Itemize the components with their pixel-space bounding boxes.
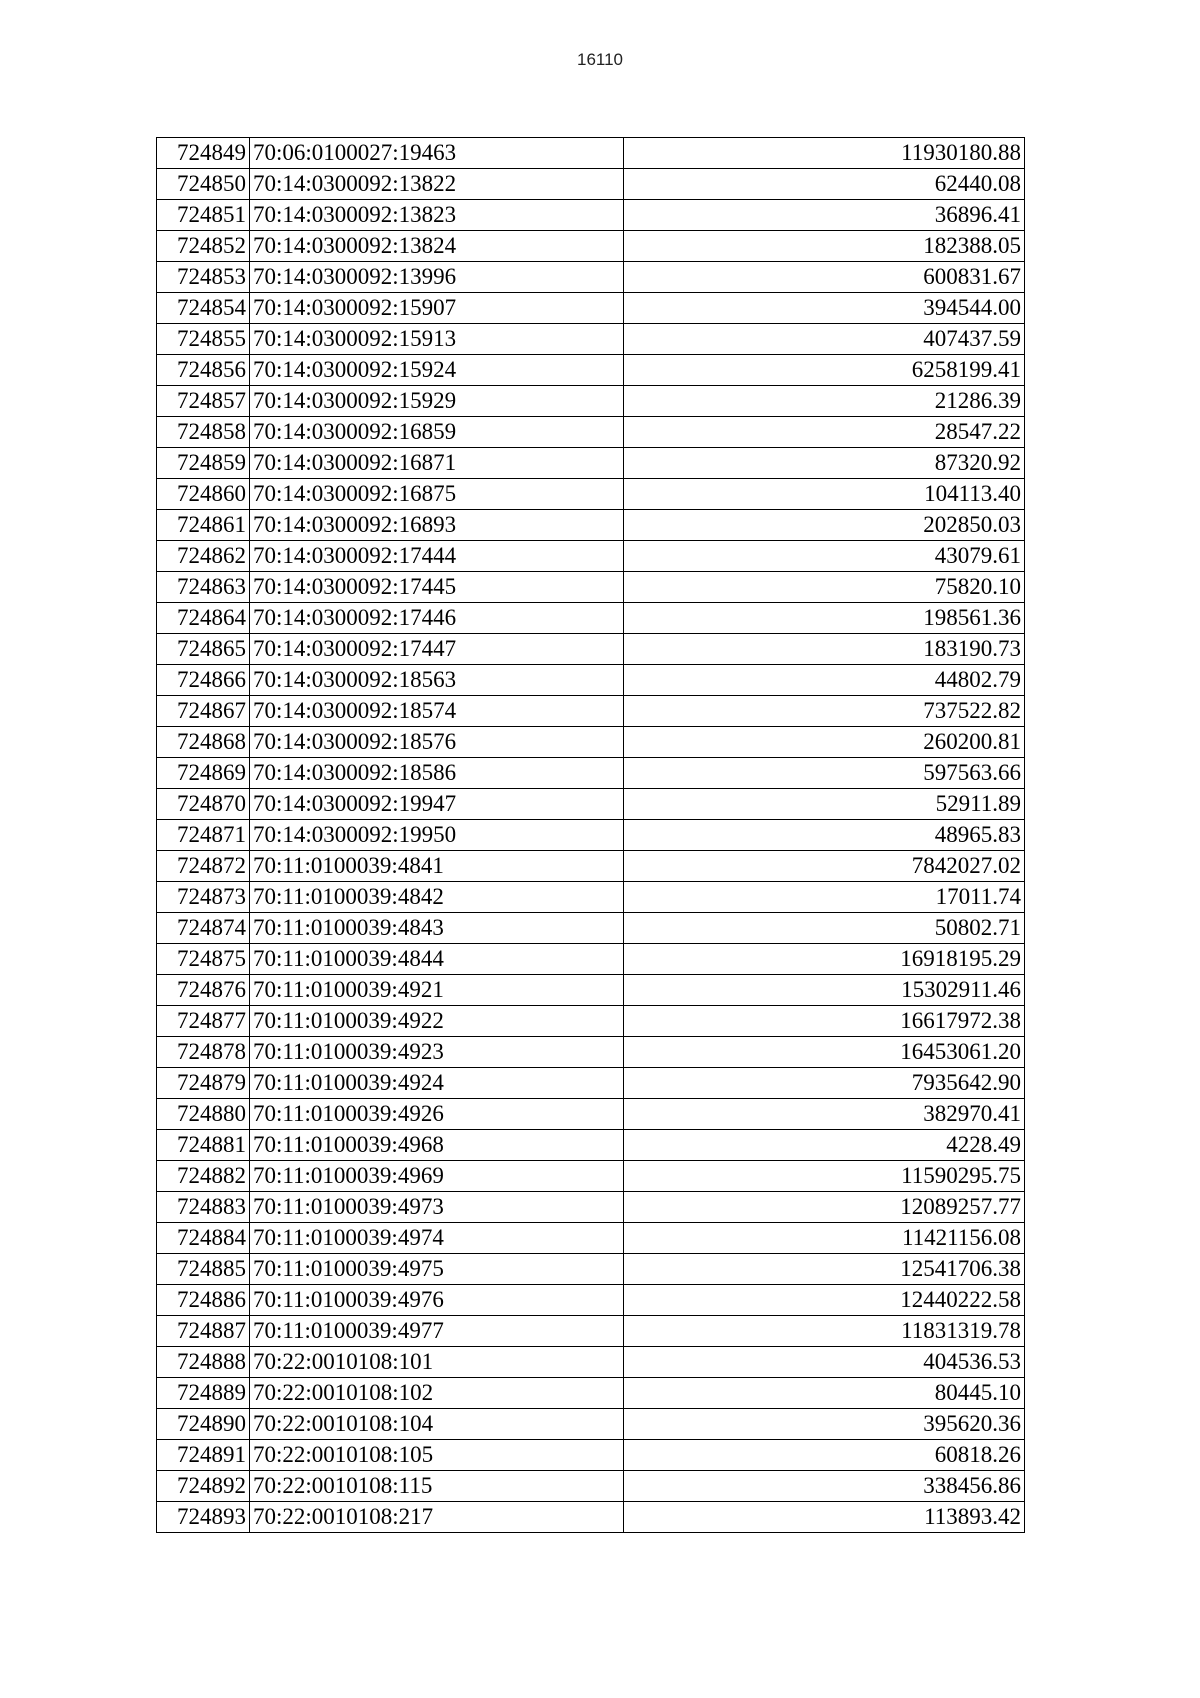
cadastral-number-cell: 70:14:0300092:16859 — [250, 417, 624, 448]
cadastral-number-cell: 70:11:0100039:4841 — [250, 851, 624, 882]
table-row — [157, 1192, 1025, 1223]
table-row — [157, 1440, 1025, 1471]
row-number-cell: 724882 — [157, 1161, 250, 1192]
cadastral-number-cell: 70:11:0100039:4842 — [250, 882, 624, 913]
table-row — [157, 479, 1025, 510]
cadastral-number-cell: 70:14:0300092:16871 — [250, 448, 624, 479]
value-cell: 75820.10 — [624, 572, 1025, 603]
row-number-cell: 724863 — [157, 572, 250, 603]
cadastral-number-cell: 70:11:0100039:4976 — [250, 1285, 624, 1316]
cadastral-number-cell: 70:14:0300092:17447 — [250, 634, 624, 665]
cadastral-number-cell: 70:22:0010108:115 — [250, 1471, 624, 1502]
row-number-cell: 724860 — [157, 479, 250, 510]
value-cell: 48965.83 — [624, 820, 1025, 851]
table-row — [157, 138, 1025, 169]
row-number-cell: 724864 — [157, 603, 250, 634]
table-row — [157, 355, 1025, 386]
cadastral-number-cell: 70:22:0010108:101 — [250, 1347, 624, 1378]
row-number-cell: 724884 — [157, 1223, 250, 1254]
row-number-cell: 724878 — [157, 1037, 250, 1068]
table-row — [157, 1161, 1025, 1192]
cadastral-number-cell: 70:14:0300092:17444 — [250, 541, 624, 572]
table-row — [157, 634, 1025, 665]
row-number-cell: 724879 — [157, 1068, 250, 1099]
cadastral-number-cell: 70:14:0300092:18586 — [250, 758, 624, 789]
value-cell: 43079.61 — [624, 541, 1025, 572]
value-cell: 12089257.77 — [624, 1192, 1025, 1223]
row-number-cell: 724866 — [157, 665, 250, 696]
table-row — [157, 1254, 1025, 1285]
value-cell: 11590295.75 — [624, 1161, 1025, 1192]
table-row — [157, 696, 1025, 727]
value-cell: 62440.08 — [624, 169, 1025, 200]
table-row — [157, 1006, 1025, 1037]
table-row — [157, 1285, 1025, 1316]
value-cell: 395620.36 — [624, 1409, 1025, 1440]
table-row — [157, 1409, 1025, 1440]
cadastral-number-cell: 70:14:0300092:13822 — [250, 169, 624, 200]
table-row — [157, 1471, 1025, 1502]
row-number-cell: 724855 — [157, 324, 250, 355]
value-cell: 260200.81 — [624, 727, 1025, 758]
cadastral-number-cell: 70:11:0100039:4974 — [250, 1223, 624, 1254]
table-row — [157, 448, 1025, 479]
row-number-cell: 724874 — [157, 913, 250, 944]
table-row — [157, 665, 1025, 696]
value-cell: 11930180.88 — [624, 138, 1025, 169]
row-number-cell: 724868 — [157, 727, 250, 758]
table-row — [157, 882, 1025, 913]
table-row — [157, 913, 1025, 944]
cadastral-number-cell: 70:11:0100039:4844 — [250, 944, 624, 975]
row-number-cell: 724880 — [157, 1099, 250, 1130]
table-row — [157, 572, 1025, 603]
row-number-cell: 724858 — [157, 417, 250, 448]
table-row — [157, 1347, 1025, 1378]
row-number-cell: 724876 — [157, 975, 250, 1006]
table-row — [157, 1502, 1025, 1533]
value-cell: 113893.42 — [624, 1502, 1025, 1533]
value-cell: 17011.74 — [624, 882, 1025, 913]
value-cell: 338456.86 — [624, 1471, 1025, 1502]
value-cell: 737522.82 — [624, 696, 1025, 727]
table-row — [157, 262, 1025, 293]
row-number-cell: 724891 — [157, 1440, 250, 1471]
table-row — [157, 1130, 1025, 1161]
cadastral-number-cell: 70:11:0100039:4924 — [250, 1068, 624, 1099]
row-number-cell: 724854 — [157, 293, 250, 324]
cadastral-number-cell: 70:11:0100039:4968 — [250, 1130, 624, 1161]
value-cell: 87320.92 — [624, 448, 1025, 479]
row-number-cell: 724865 — [157, 634, 250, 665]
value-cell: 394544.00 — [624, 293, 1025, 324]
cadastral-number-cell: 70:11:0100039:4975 — [250, 1254, 624, 1285]
cadastral-number-cell: 70:11:0100039:4922 — [250, 1006, 624, 1037]
table-row — [157, 975, 1025, 1006]
value-cell: 28547.22 — [624, 417, 1025, 448]
value-cell: 11831319.78 — [624, 1316, 1025, 1347]
value-cell: 36896.41 — [624, 200, 1025, 231]
cadastral-number-cell: 70:14:0300092:18576 — [250, 727, 624, 758]
row-number-cell: 724875 — [157, 944, 250, 975]
cadastral-number-cell: 70:11:0100039:4969 — [250, 1161, 624, 1192]
value-cell: 382970.41 — [624, 1099, 1025, 1130]
cadastral-number-cell: 70:11:0100039:4921 — [250, 975, 624, 1006]
value-cell: 407437.59 — [624, 324, 1025, 355]
row-number-cell: 724869 — [157, 758, 250, 789]
value-cell: 600831.67 — [624, 262, 1025, 293]
row-number-cell: 724870 — [157, 789, 250, 820]
table-row — [157, 820, 1025, 851]
cadastral-number-cell: 70:14:0300092:13823 — [250, 200, 624, 231]
table-row — [157, 1099, 1025, 1130]
table-body — [157, 138, 1025, 1533]
table-row — [157, 231, 1025, 262]
row-number-cell: 724892 — [157, 1471, 250, 1502]
row-number-cell: 724862 — [157, 541, 250, 572]
row-number-cell: 724856 — [157, 355, 250, 386]
table-row — [157, 1223, 1025, 1254]
table-row — [157, 758, 1025, 789]
value-cell: 21286.39 — [624, 386, 1025, 417]
value-cell: 15302911.46 — [624, 975, 1025, 1006]
value-cell: 183190.73 — [624, 634, 1025, 665]
cadastral-number-cell: 70:14:0300092:17445 — [250, 572, 624, 603]
row-number-cell: 724890 — [157, 1409, 250, 1440]
row-number-cell: 724867 — [157, 696, 250, 727]
value-cell: 60818.26 — [624, 1440, 1025, 1471]
row-number-cell: 724872 — [157, 851, 250, 882]
table-row — [157, 293, 1025, 324]
value-cell: 198561.36 — [624, 603, 1025, 634]
value-cell: 182388.05 — [624, 231, 1025, 262]
row-number-cell: 724853 — [157, 262, 250, 293]
cadastral-number-cell: 70:06:0100027:19463 — [250, 138, 624, 169]
table-row — [157, 510, 1025, 541]
value-cell: 7935642.90 — [624, 1068, 1025, 1099]
row-number-cell: 724893 — [157, 1502, 250, 1533]
row-number-cell: 724885 — [157, 1254, 250, 1285]
cadastral-number-cell: 70:11:0100039:4973 — [250, 1192, 624, 1223]
table-row — [157, 200, 1025, 231]
table-row — [157, 1378, 1025, 1409]
row-number-cell: 724877 — [157, 1006, 250, 1037]
cadastral-number-cell: 70:14:0300092:15924 — [250, 355, 624, 386]
table-row — [157, 1316, 1025, 1347]
row-number-cell: 724850 — [157, 169, 250, 200]
row-number-cell: 724881 — [157, 1130, 250, 1161]
value-cell: 12440222.58 — [624, 1285, 1025, 1316]
cadastral-number-cell: 70:14:0300092:16875 — [250, 479, 624, 510]
row-number-cell: 724889 — [157, 1378, 250, 1409]
cadastral-number-cell: 70:11:0100039:4923 — [250, 1037, 624, 1068]
cadastral-number-cell: 70:11:0100039:4926 — [250, 1099, 624, 1130]
value-cell: 16453061.20 — [624, 1037, 1025, 1068]
table-row — [157, 169, 1025, 200]
value-cell: 44802.79 — [624, 665, 1025, 696]
table-row — [157, 1068, 1025, 1099]
cadastral-number-cell: 70:22:0010108:105 — [250, 1440, 624, 1471]
cadastral-number-cell: 70:14:0300092:13824 — [250, 231, 624, 262]
cadastral-number-cell: 70:14:0300092:15907 — [250, 293, 624, 324]
table-row — [157, 603, 1025, 634]
table-row — [157, 1037, 1025, 1068]
row-number-cell: 724888 — [157, 1347, 250, 1378]
value-cell: 202850.03 — [624, 510, 1025, 541]
table-row — [157, 386, 1025, 417]
cadastral-number-cell: 70:11:0100039:4843 — [250, 913, 624, 944]
cadastral-number-cell: 70:22:0010108:102 — [250, 1378, 624, 1409]
row-number-cell: 724851 — [157, 200, 250, 231]
cadastral-number-cell: 70:14:0300092:16893 — [250, 510, 624, 541]
value-cell: 16918195.29 — [624, 944, 1025, 975]
table-row — [157, 541, 1025, 572]
cadastral-number-cell: 70:11:0100039:4977 — [250, 1316, 624, 1347]
value-cell: 11421156.08 — [624, 1223, 1025, 1254]
row-number-cell: 724857 — [157, 386, 250, 417]
table-row — [157, 417, 1025, 448]
page-number: 16110 — [576, 50, 623, 69]
row-number-cell: 724849 — [157, 138, 250, 169]
table-row — [157, 727, 1025, 758]
value-cell: 597563.66 — [624, 758, 1025, 789]
cadastral-number-cell: 70:14:0300092:15913 — [250, 324, 624, 355]
value-cell: 12541706.38 — [624, 1254, 1025, 1285]
cadastral-number-cell: 70:22:0010108:104 — [250, 1409, 624, 1440]
row-number-cell: 724852 — [157, 231, 250, 262]
value-cell: 7842027.02 — [624, 851, 1025, 882]
cadastral-number-cell: 70:14:0300092:19950 — [250, 820, 624, 851]
value-cell: 80445.10 — [624, 1378, 1025, 1409]
value-cell: 52911.89 — [624, 789, 1025, 820]
table-row — [157, 324, 1025, 355]
row-number-cell: 724883 — [157, 1192, 250, 1223]
table-row — [157, 944, 1025, 975]
value-cell: 404536.53 — [624, 1347, 1025, 1378]
row-number-cell: 724873 — [157, 882, 250, 913]
cadastral-number-cell: 70:14:0300092:13996 — [250, 262, 624, 293]
cadastral-number-cell: 70:14:0300092:15929 — [250, 386, 624, 417]
cadastral-number-cell: 70:14:0300092:18574 — [250, 696, 624, 727]
value-cell: 6258199.41 — [624, 355, 1025, 386]
data-table — [156, 137, 1025, 1533]
value-cell: 4228.49 — [624, 1130, 1025, 1161]
row-number-cell: 724887 — [157, 1316, 250, 1347]
table-row — [157, 851, 1025, 882]
row-number-cell: 724859 — [157, 448, 250, 479]
cadastral-number-cell: 70:14:0300092:17446 — [250, 603, 624, 634]
cadastral-number-cell: 70:14:0300092:18563 — [250, 665, 624, 696]
value-cell: 50802.71 — [624, 913, 1025, 944]
row-number-cell: 724871 — [157, 820, 250, 851]
cadastral-number-cell: 70:14:0300092:19947 — [250, 789, 624, 820]
row-number-cell: 724861 — [157, 510, 250, 541]
value-cell: 16617972.38 — [624, 1006, 1025, 1037]
table-row — [157, 789, 1025, 820]
cadastral-number-cell: 70:22:0010108:217 — [250, 1502, 624, 1533]
value-cell: 104113.40 — [624, 479, 1025, 510]
row-number-cell: 724886 — [157, 1285, 250, 1316]
